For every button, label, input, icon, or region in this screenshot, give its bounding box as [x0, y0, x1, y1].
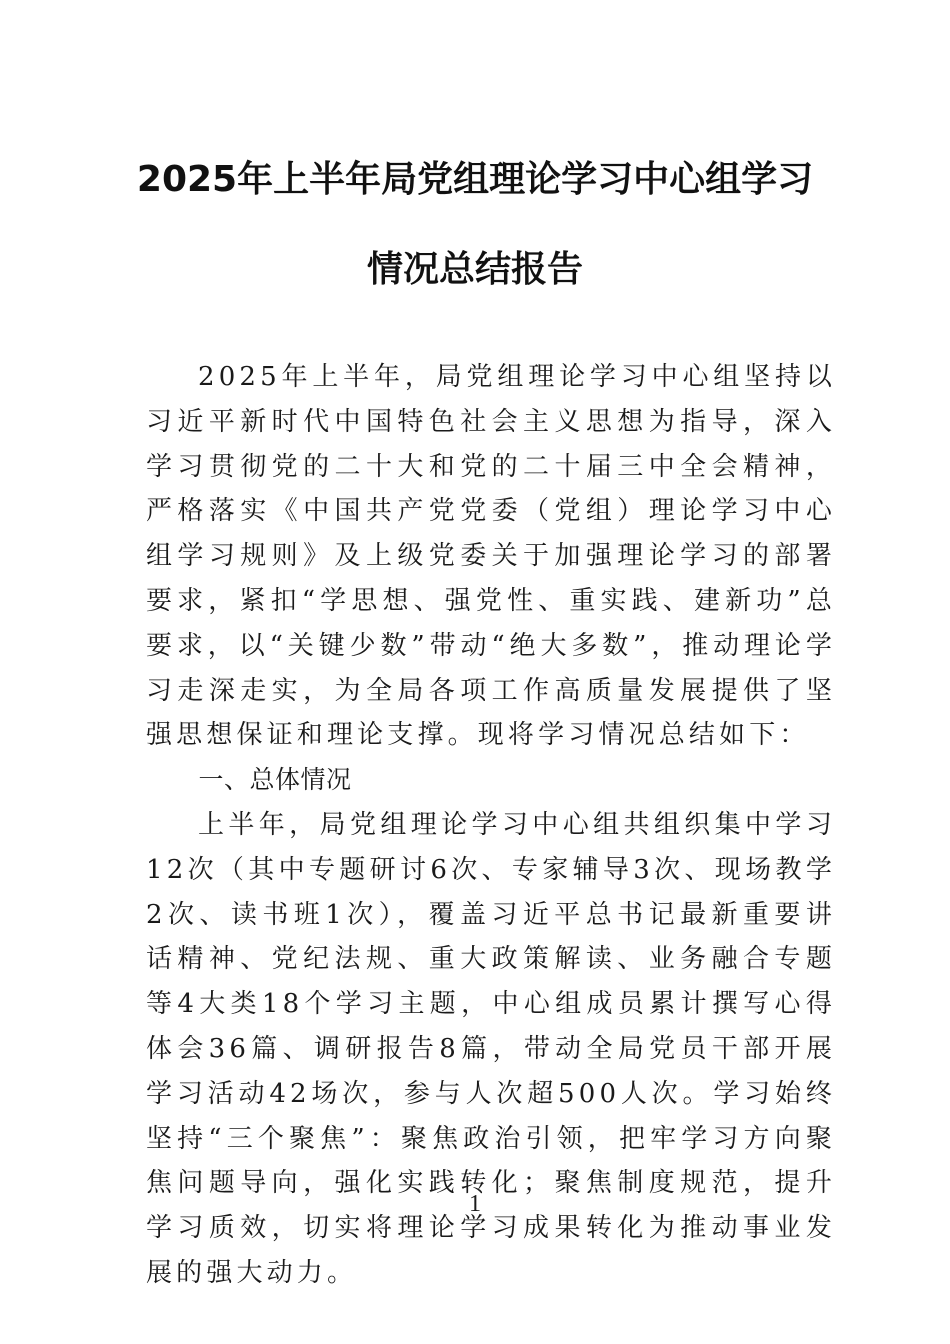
section-heading-overall: 一、总体情况 — [198, 765, 352, 795]
page-number: 1 — [469, 1191, 481, 1217]
document-title-line-2: 情况总结报告 — [366, 249, 583, 290]
document-title-line-1: 2025年上半年局党组理论学习中心组学习 — [136, 159, 814, 200]
intro-paragraph: 2025年上半年，局党组理论学习中心组坚持以习近平新时代中国特色社会主义思想为指导，深入学习贯彻党的二十大和党的二十届三中全会精神，严格落实《中国共产党党委（党组）理论学习中心组学习规则》及上级党委关于加强理论学习的部署要求，紧扣“学思想、强党性、重实践、建新功”总要求，以“关键少数”带动“绝大多数”，推动理论学习走深走实，为全局各项工作高质量发展提供了坚强思想保证和理论支撑。现将学习情况总结如下： — [146, 362, 836, 751]
document-body — [146, 355, 836, 1296]
overall-paragraph: 上半年，局党组理论学习中心组共组织集中学习12次（其中专题研讨6次、专家辅导3次、现场教学2次、读书班1次），覆盖习近平总书记最新重要讲话精神、党纪法规、重大政策解读、业务融合专题等4大类18个学习主题，中心组成员累计撰写心得体会36篇、调研报告8篇，带动全局党员干部开展学习活动42场次，参与人次超500人次。学习始终坚持“三个聚焦”：聚焦政治引领，把牢学习方向聚焦问题导向，强化实践转化；聚焦制度规范，提升学习质效，切实将理论学习成果转化为推动事业发展的强大动力。 — [146, 809, 836, 1288]
